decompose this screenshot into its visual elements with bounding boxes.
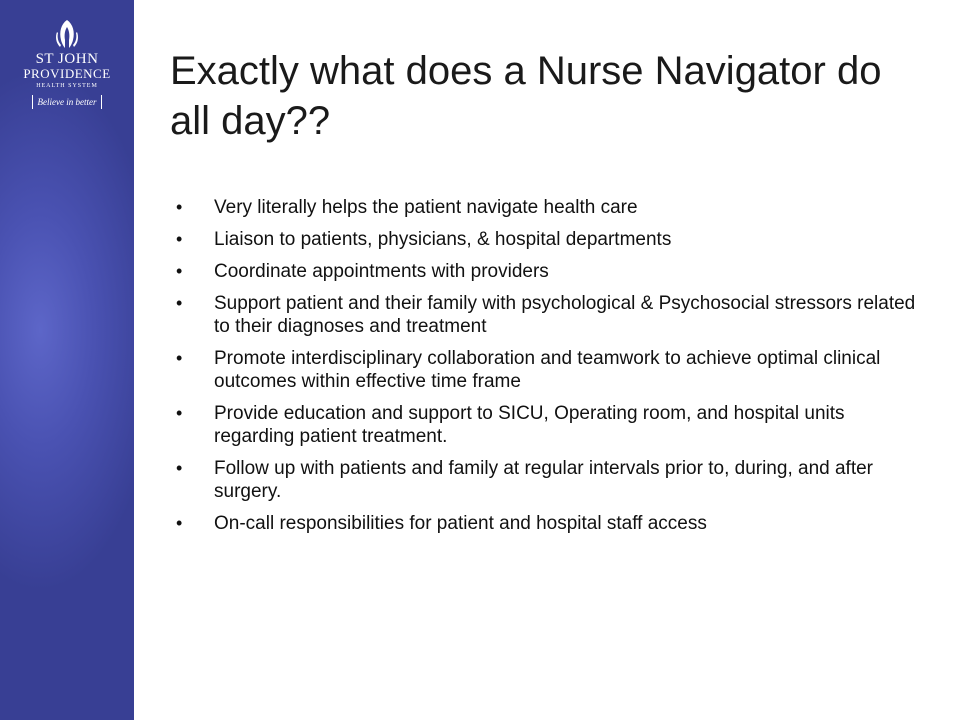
bullet-text: Support patient and their family with psychological & Psychosocial stressors related to their diagnoses and treatment — [214, 293, 916, 337]
bullet-dot-icon: • — [176, 513, 183, 533]
bullet-text: Liaison to patients, physicians, & hospital departments — [214, 229, 672, 250]
logo-tagline: Believe in better — [32, 95, 103, 109]
logo-emblem-icon — [53, 18, 81, 50]
bullet-item — [176, 457, 916, 503]
bullet-dot-icon: • — [176, 348, 183, 368]
bullet-dot-icon: • — [176, 293, 183, 313]
slide-title: Exactly what does a Nurse Navigator do all day?? — [170, 49, 882, 143]
bullet-item — [176, 260, 916, 283]
logo-text-providence: PROVIDENCE — [23, 66, 111, 81]
bullet-item — [176, 196, 916, 219]
bullet-item — [176, 292, 916, 338]
bullet-text: Provide education and support to SICU, Operating room, and hospital units regarding patient treatment. — [214, 403, 845, 447]
bullet-dot-icon: • — [176, 403, 183, 423]
bullet-text: Follow up with patients and family at regular intervals prior to, during, and after surgery. — [214, 458, 873, 502]
sidebar-band — [0, 0, 134, 720]
bullet-item — [176, 228, 916, 251]
bullet-list — [176, 196, 916, 544]
bullet-item — [176, 402, 916, 448]
st-john-providence-logo — [14, 18, 120, 118]
bullet-dot-icon: • — [176, 229, 183, 249]
bullet-text: Coordinate appointments with providers — [214, 261, 549, 282]
bullet-dot-icon: • — [176, 458, 183, 478]
bullet-text: Promote interdisciplinary collaboration and teamwork to achieve optimal clinical outcomes within effective time frame — [214, 348, 881, 392]
bullet-text: Very literally helps the patient navigate health care — [214, 197, 638, 218]
bullet-item — [176, 512, 916, 535]
logo-text-health-system: HEALTH SYSTEM — [36, 83, 98, 89]
bullet-item — [176, 347, 916, 393]
bullet-dot-icon: • — [176, 197, 183, 217]
bullet-text: On-call responsibilities for patient and hospital staff access — [214, 513, 707, 534]
bullet-dot-icon: • — [176, 261, 183, 281]
logo-text-st-john: ST JOHN — [35, 51, 99, 67]
